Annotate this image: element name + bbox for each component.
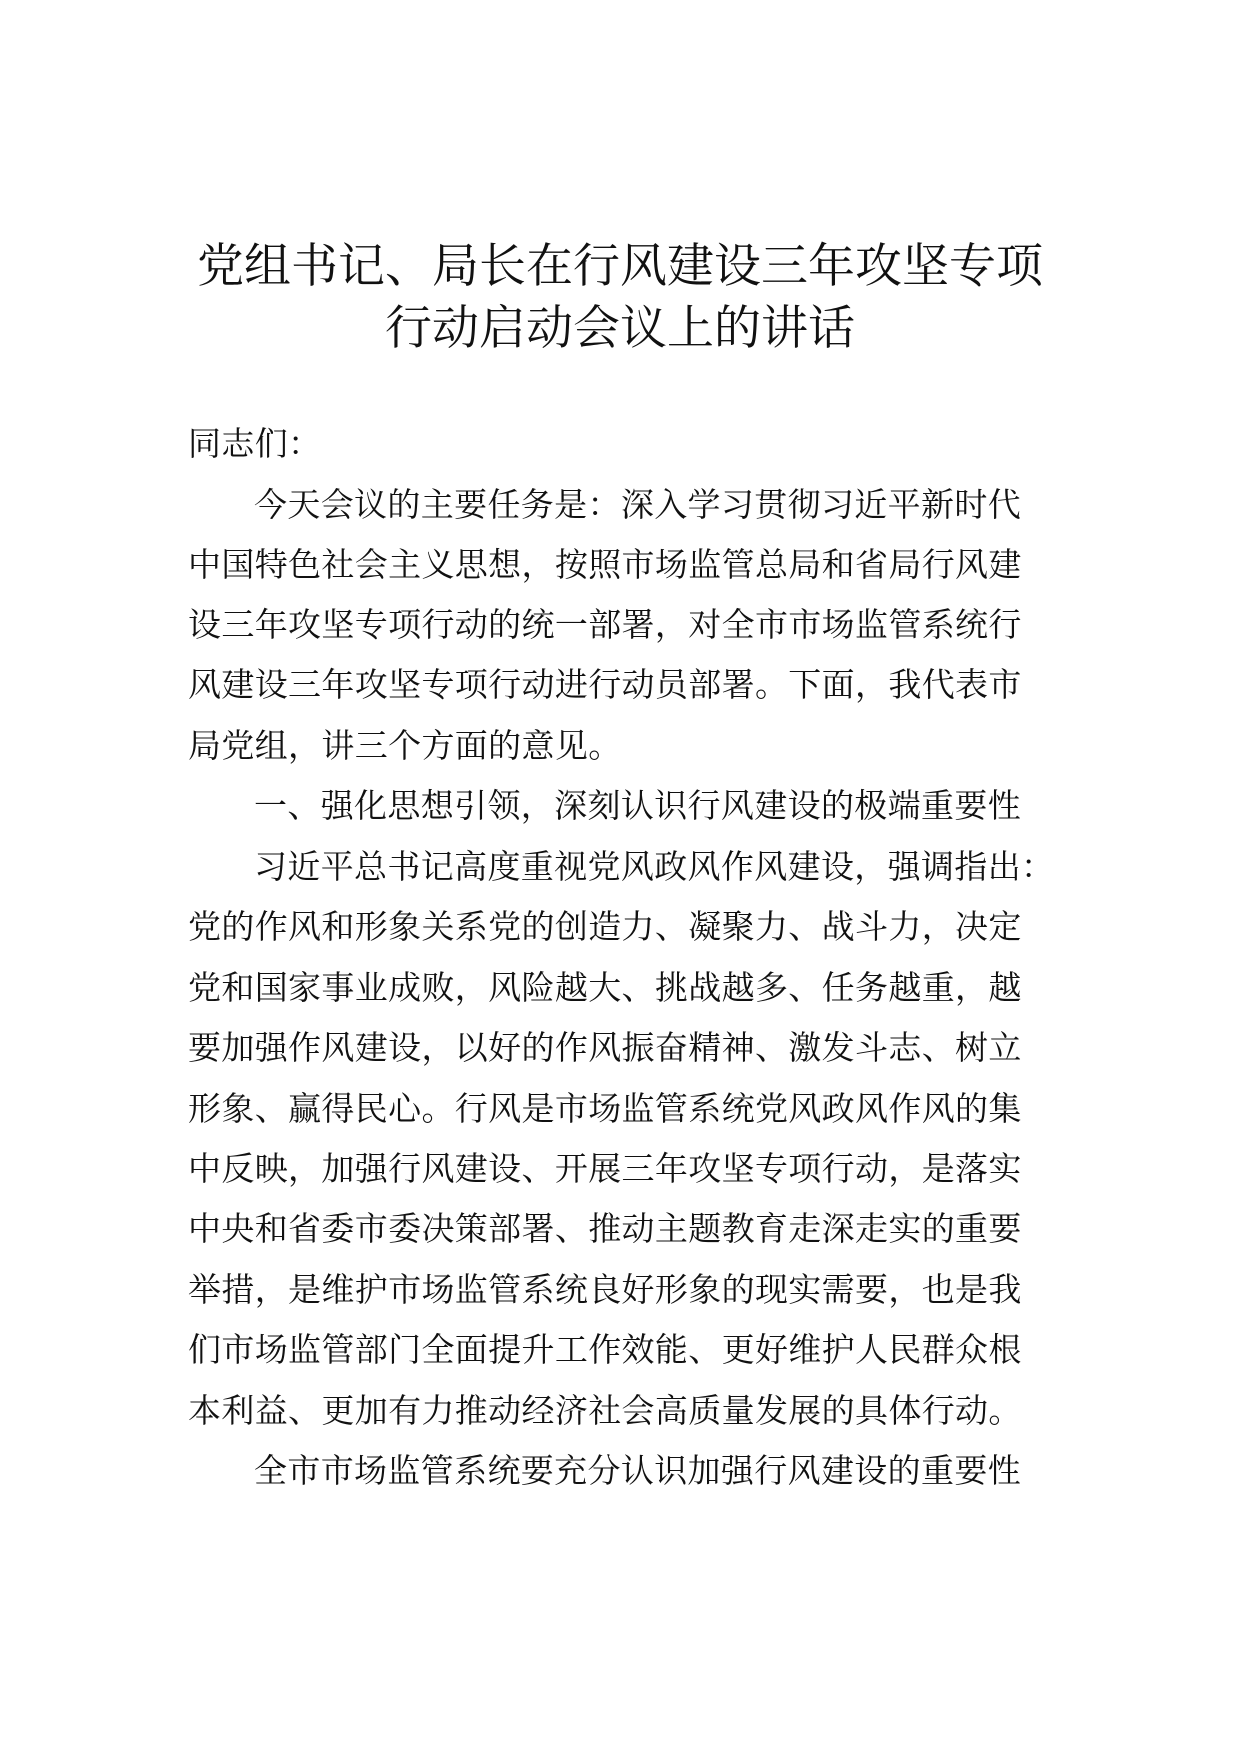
body-line: 党的作风和形象关系党的创造力、凝聚力、战斗力，决定	[188, 907, 1022, 946]
body-line: 局党组，讲三个方面的意见。	[188, 726, 622, 765]
body-line: 形象、赢得民心。行风是市场监管系统党风政风作风的集	[188, 1089, 1022, 1128]
body-line: 本利益、更加有力推动经济社会高质量发展的具体行动。	[188, 1391, 1022, 1430]
body-line: 习近平总书记高度重视党风政风作风建设，强调指出：	[254, 847, 1055, 886]
body-line: 中反映，加强行风建设、开展三年攻坚专项行动，是落实	[188, 1149, 1022, 1188]
body-line: 今天会议的主要任务是：深入学习贯彻习近平新时代	[254, 485, 1022, 524]
salutation: 同志们：	[188, 424, 322, 463]
body-line: 党和国家事业成败，风险越大、挑战越多、任务越重，越	[188, 968, 1022, 1007]
document-title-line-1: 党组书记、局长在行风建设三年攻坚专项	[197, 239, 1043, 294]
body-line: 们市场监管部门全面提升工作效能、更好维护人民群众根	[188, 1330, 1022, 1369]
body-line: 中国特色社会主义思想，按照市场监管总局和省局行风建	[188, 545, 1022, 584]
section-heading: 一、强化思想引领，深刻认识行风建设的极端重要性	[254, 786, 1022, 825]
body-line: 要加强作风建设，以好的作风振奋精神、激发斗志、树立	[188, 1028, 1022, 1067]
body-line: 举措，是维护市场监管系统良好形象的现实需要，也是我	[188, 1270, 1022, 1309]
body-line: 设三年攻坚专项行动的统一部署，对全市市场监管系统行	[188, 605, 1022, 644]
body-line: 中央和省委市委决策部署、推动主题教育走深走实的重要	[188, 1209, 1022, 1248]
document-title-line-2: 行动启动会议上的讲话	[385, 301, 855, 356]
body-line: 风建设三年攻坚专项行动进行动员部署。下面，我代表市	[188, 665, 1022, 704]
body-line: 全市市场监管系统要充分认识加强行风建设的重要性	[254, 1451, 1022, 1490]
